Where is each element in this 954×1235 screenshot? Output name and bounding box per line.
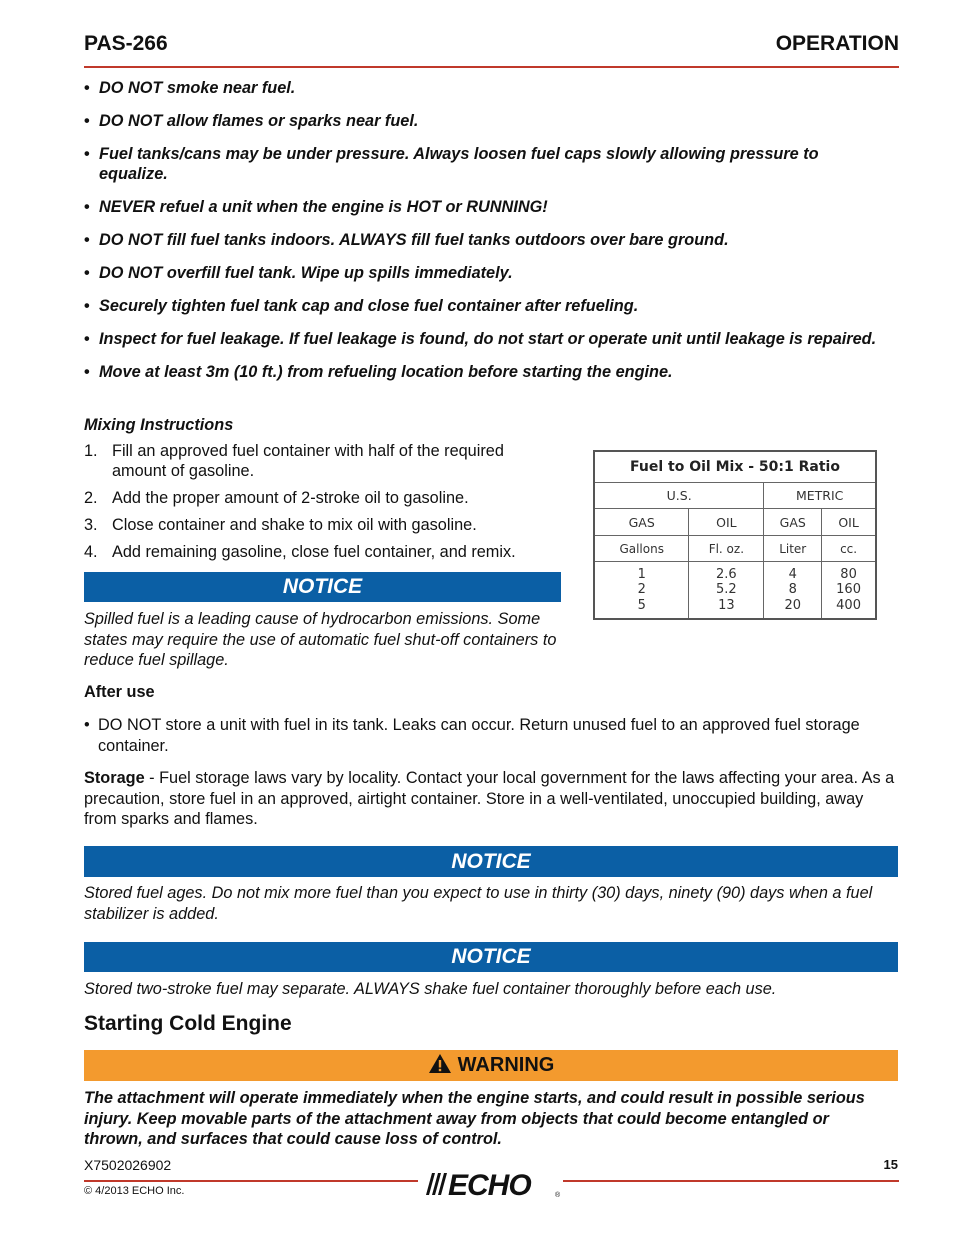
storage-paragraph [84, 768, 899, 830]
list-item: • NEVER refuel a unit when the engine is HOT or RUNNING! [84, 197, 884, 217]
notice-label: NOTICE [282, 575, 363, 598]
us-oil-header: OIL [689, 509, 764, 536]
notice-text: Stored fuel ages. Do not mix more fuel than you expect to use in thirty (30) days, ninety (90) days when a fuel stabilizer is added. [84, 884, 873, 923]
starting-cold-engine-heading: Starting Cold Engine [84, 1012, 292, 1035]
us-gas-values: 1 2 5 [594, 562, 689, 620]
echo-logo [418, 1165, 563, 1201]
metric-oil-header: OIL [822, 509, 876, 536]
metric-gas-values: 4 8 20 [764, 562, 822, 620]
list-item [84, 515, 554, 535]
notice-text: Stored two-stroke fuel may separate. ALWAYS shake fuel container thoroughly before each use. [84, 980, 777, 998]
storage-label: Storage [84, 769, 145, 787]
metric-gas-unit: Liter [764, 536, 822, 562]
after-use-text: DO NOT store a unit with fuel in its tank. Leaks can occur. Return unused fuel to an approved fuel storage container. [98, 716, 860, 755]
step-text: Add the proper amount of 2-stroke oil to gasoline. [112, 489, 469, 507]
us-oil-values: 2.6 5.2 13 [689, 562, 764, 620]
warning-text: The attachment will operate immediately when the engine starts, and could result in possible serious injury. Keep movable parts of the attachment away from objects that could become entangled or thrown, and surfaces that could cause loss of control. [84, 1089, 865, 1148]
list-item: • Move at least 3m (10 ft.) from refueling location before starting the engine. [84, 362, 884, 382]
logo-text: ECHO [448, 1169, 531, 1201]
list-item: • DO NOT overfill fuel tank. Wipe up spills immediately. [84, 263, 884, 283]
step-text: Fill an approved fuel container with half of the required amount of gasoline. [112, 442, 504, 480]
warning-banner [84, 1050, 898, 1081]
notice-banner [84, 572, 561, 602]
us-gas-header: GAS [594, 509, 689, 536]
us-oil-unit: Fl. oz. [689, 536, 764, 562]
step-text: Add remaining gasoline, close fuel container, and remix. [112, 543, 516, 561]
list-item [84, 542, 554, 562]
table-title: Fuel to Oil Mix - 50:1 Ratio [594, 451, 876, 483]
section-title: OPERATION [775, 32, 899, 55]
list-item: • DO NOT fill fuel tanks indoors. ALWAYS fill fuel tanks outdoors over bare ground. [84, 230, 884, 250]
after-use-heading: After use [84, 683, 155, 701]
storage-text: - Fuel storage laws vary by locality. Contact your local government for the laws affecting your area. As a precaution, store fuel in an approved, airtight container. Store in a well-ventilated, unoccupied building, away from sparks and flames. [84, 769, 895, 828]
notice-text: Spilled fuel is a leading cause of hydrocarbon emissions. Some states may require the use of automatic fuel shut-off containers to reduce fuel spillage. [84, 610, 557, 669]
fuel-safety-list [84, 78, 884, 395]
bullet-dot: • [84, 716, 90, 734]
page-header [84, 30, 899, 68]
mixing-instructions-heading: Mixing Instructions [84, 416, 234, 434]
notice-label: NOTICE [451, 945, 531, 968]
svg-text:®: ® [555, 1192, 561, 1199]
notice-banner [84, 942, 898, 972]
list-item: • Inspect for fuel leakage. If fuel leakage is found, do not start or operate unit until leakage is repaired. [84, 329, 884, 349]
metric-oil-values: 80 160 400 [822, 562, 876, 620]
notice-label: NOTICE [451, 850, 531, 873]
page-number: 15 [883, 1157, 898, 1172]
warning-label: WARNING [457, 1054, 555, 1076]
mixing-steps-list [84, 441, 554, 569]
step-number: 2. [84, 489, 98, 507]
us-gas-unit: Gallons [594, 536, 689, 562]
metric-gas-header: GAS [764, 509, 822, 536]
step-number: 3. [84, 516, 98, 534]
list-item: • Fuel tanks/cans may be under pressure. Always loosen fuel caps slowly allowing pressure to equalize. [84, 144, 884, 184]
metric-units-header: METRIC [764, 483, 876, 509]
metric-oil-unit: cc. [822, 536, 876, 562]
warning-triangle-icon [428, 1053, 452, 1084]
list-item: • Securely tighten fuel tank cap and close fuel container after refueling. [84, 296, 884, 316]
notice-banner [84, 846, 898, 877]
list-item: • DO NOT allow flames or sparks near fuel. [84, 111, 884, 131]
list-item: • DO NOT smoke near fuel. [84, 78, 884, 98]
model-number: PAS-266 [84, 32, 168, 55]
step-text: Close container and shake to mix oil with gasoline. [112, 516, 477, 534]
list-item [84, 488, 554, 508]
copyright: © 4/2013 ECHO Inc. [84, 1185, 185, 1197]
after-use-item [84, 715, 899, 756]
step-number: 4. [84, 543, 98, 561]
step-number: 1. [84, 442, 98, 460]
fuel-oil-mix-table [593, 450, 877, 620]
us-units-header: U.S. [594, 483, 764, 509]
list-item [84, 441, 554, 481]
document-number: X7502026902 [84, 1157, 172, 1173]
